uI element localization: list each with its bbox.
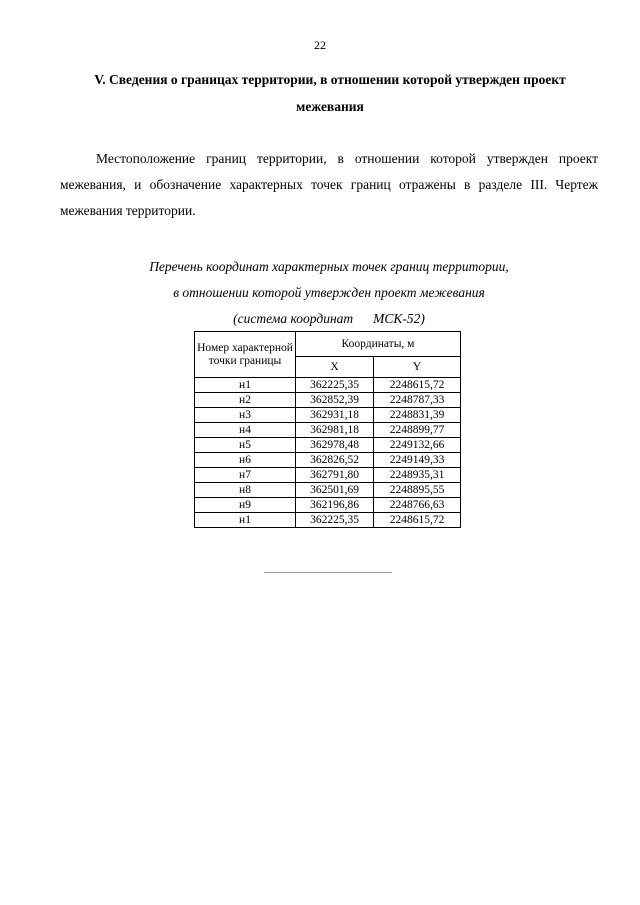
cell-x: 362981,18 <box>296 423 374 438</box>
table-row <box>195 498 461 513</box>
cell-point: н8 <box>195 483 296 498</box>
cell-point: н2 <box>195 393 296 408</box>
cell-x: 362501,69 <box>296 483 374 498</box>
cell-y: 2248787,33 <box>374 393 461 408</box>
cell-x: 362225,35 <box>296 378 374 393</box>
separator-line <box>264 572 392 573</box>
cell-y: 2248615,72 <box>374 513 461 528</box>
page-number: 22 <box>314 38 326 52</box>
cell-y: 2248615,72 <box>374 378 461 393</box>
cell-y: 2248766,63 <box>374 498 461 513</box>
coordinates-table <box>194 331 461 528</box>
cell-x: 362196,86 <box>296 498 374 513</box>
cell-point: н5 <box>195 438 296 453</box>
cell-y: 2249149,33 <box>374 453 461 468</box>
cell-point: н4 <box>195 423 296 438</box>
cell-point: н6 <box>195 453 296 468</box>
table-row <box>195 423 461 438</box>
cell-x: 362931,18 <box>296 408 374 423</box>
table-row <box>195 513 461 528</box>
table-caption <box>60 254 598 332</box>
header-coordinates: Координаты, м <box>296 332 461 357</box>
caption-line-2: в отношении которой утвержден проект межевания <box>173 285 485 300</box>
table-row <box>195 483 461 498</box>
header-x: X <box>296 356 374 377</box>
cell-point: н1 <box>195 378 296 393</box>
cell-x: 362791,80 <box>296 468 374 483</box>
cell-point: н1 <box>195 513 296 528</box>
cell-y: 2248899,77 <box>374 423 461 438</box>
cell-y: 2249132,66 <box>374 438 461 453</box>
section-heading: V. Сведения о границах территории, в отношении которой утвержден проект межевания <box>94 72 566 114</box>
table-row <box>195 393 461 408</box>
body-paragraph: Местоположение границ территории, в отношении которой утвержден проект межевания, и обозначение характерных точек границ отражены в разделе III. Чертеж межевания территории. <box>60 151 598 218</box>
header-point-number: Номер характерной точки границы <box>195 332 296 378</box>
caption-line-3 <box>60 306 598 332</box>
cell-y: 2248831,39 <box>374 408 461 423</box>
caption-line-3-part-a: (система координат <box>233 311 354 326</box>
caption-line-1: Перечень координат характерных точек границ территории, <box>149 259 509 274</box>
cell-x: 362826,52 <box>296 453 374 468</box>
cell-x: 362852,39 <box>296 393 374 408</box>
cell-point: н7 <box>195 468 296 483</box>
table-row <box>195 408 461 423</box>
header-y: Y <box>374 356 461 377</box>
cell-point: н3 <box>195 408 296 423</box>
cell-y: 2248895,55 <box>374 483 461 498</box>
cell-x: 362225,35 <box>296 513 374 528</box>
table-row <box>195 468 461 483</box>
cell-point: н9 <box>195 498 296 513</box>
caption-line-3-part-b: МСК-52) <box>373 311 425 326</box>
cell-y: 2248935,31 <box>374 468 461 483</box>
table-row <box>195 438 461 453</box>
table-row <box>195 378 461 393</box>
table-row <box>195 453 461 468</box>
cell-x: 362978,48 <box>296 438 374 453</box>
